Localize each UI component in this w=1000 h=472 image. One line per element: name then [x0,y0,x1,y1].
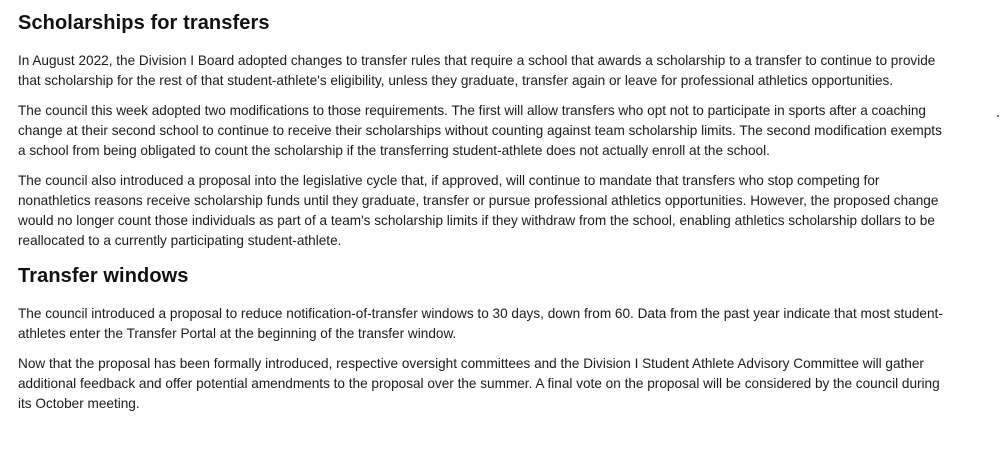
paragraph: The council also introduced a proposal into the legislative cycle that, if approved, will continue to mandate that transfers who stop competing for nonathletics reasons receive scholarship funds until they graduate, transfer or pursue professional athletics opportunities. However, the proposed change would no longer count those individuals as part of a team's scholarship limits if they withdraw from the school, enabling athletics scholarship dollars to be reallocated to a currently participating student-athlete. [18,173,939,248]
section-heading-transfer-windows: Transfer windows [18,265,189,287]
article-body [18,0,948,424]
paragraph: Now that the proposal has been formally introduced, respective oversight committees and the Division I Student Athlete Advisory Committee will gather additional feedback and offer potential amendments to the proposal over the summer. A final vote on the proposal will be considered by the council during its October meeting. [18,356,940,411]
edge-tick-icon [996,114,1000,120]
paragraph: The council this week adopted two modifications to those requirements. The first will allow transfers who opt not to participate in sports after a coaching change at their second school to continue to receive their scholarships without counting against team scholarship limits. The second modification exempts a school from being obligated to count the scholarship if the transferring student-athlete does not actually enroll at the school. [18,103,942,158]
section-heading-scholarships: Scholarships for transfers [18,12,270,34]
paragraph: The council introduced a proposal to reduce notification-of-transfer windows to 30 days, down from 60. Data from the past year indicate that most student-athletes enter the Transfer Portal at the beginning of the transfer window. [18,306,943,341]
paragraph: In August 2022, the Division I Board adopted changes to transfer rules that require a school that awards a scholarship to a transfer to continue to provide that scholarship for the rest of that student-athlete's eligibility, unless they graduate, transfer again or leave for professional athletics opportunities. [18,53,936,88]
scroll-edge-mark [996,114,1000,120]
